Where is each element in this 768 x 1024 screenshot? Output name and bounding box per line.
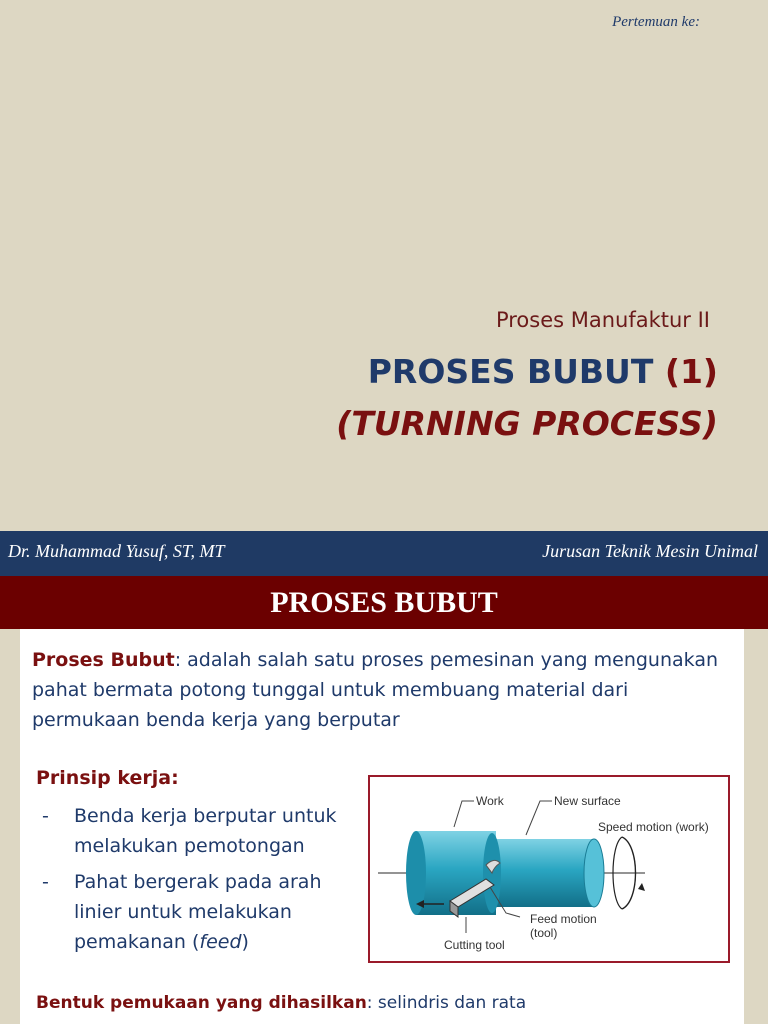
bullet-text-after: ) (241, 931, 249, 953)
new-surface-end (584, 839, 604, 907)
label-new-surface: New surface (554, 794, 621, 808)
slide-banner-title: PROSES BUBUT (0, 576, 768, 629)
bullet-text: Benda kerja berputar untuk melakukan pemotongan (74, 805, 337, 857)
principle-heading: Prinsip kerja: (36, 767, 179, 789)
label-feed-motion-tool: (tool) (530, 926, 558, 940)
footer-author: Dr. Muhammad Yusuf, ST, MT (8, 541, 225, 561)
slide-title (368, 352, 718, 391)
title-main: PROSES BUBUT (367, 352, 654, 391)
label-feed-motion: Feed motion (530, 912, 597, 926)
course-name: Proses Manufaktur II (495, 308, 710, 332)
label-cutting-tool: Cutting tool (444, 938, 505, 952)
surface-shape-label: Bentuk pemukaan yang dihasilkan (36, 993, 367, 1013)
surface-shape-value: : selindris dan rata (366, 993, 527, 1013)
label-work: Work (476, 794, 504, 808)
title-english: (TURNING PROCESS) (336, 404, 718, 443)
surface-shape-line (36, 993, 526, 1013)
definition-term: Proses Bubut (32, 649, 175, 671)
new-surface-cylinder (490, 839, 594, 907)
content-panel (20, 629, 744, 1024)
list-item: - Pahat bergerak pada arah linier untuk melakukan pemakanan (feed) (42, 871, 322, 953)
principle-list (32, 801, 372, 963)
title-number: (1) (664, 352, 718, 391)
definition-paragraph (32, 645, 732, 735)
footer-department: Jurusan Teknik Mesin Unimal (542, 541, 758, 561)
list-item: - Benda kerja berputar untuk melakukan pemotongan (42, 805, 337, 857)
bullet-text-before: Pahat bergerak pada arah linier untuk melakukan pemakanan ( (74, 871, 322, 953)
content-slide (0, 576, 768, 1024)
meeting-label: Pertemuan ke: (612, 14, 700, 30)
label-speed-motion: Speed motion (work) (598, 820, 709, 834)
bullet-text-italic: feed (199, 931, 242, 953)
definition-text: : adalah salah satu proses pemesinan yang mengunakan pahat bermata potong tunggal untuk membuang material dari permukaan benda kerja yang berputar (32, 649, 719, 731)
turning-illustration (370, 777, 728, 961)
footer-bar (0, 531, 768, 576)
turning-diagram (368, 775, 730, 963)
